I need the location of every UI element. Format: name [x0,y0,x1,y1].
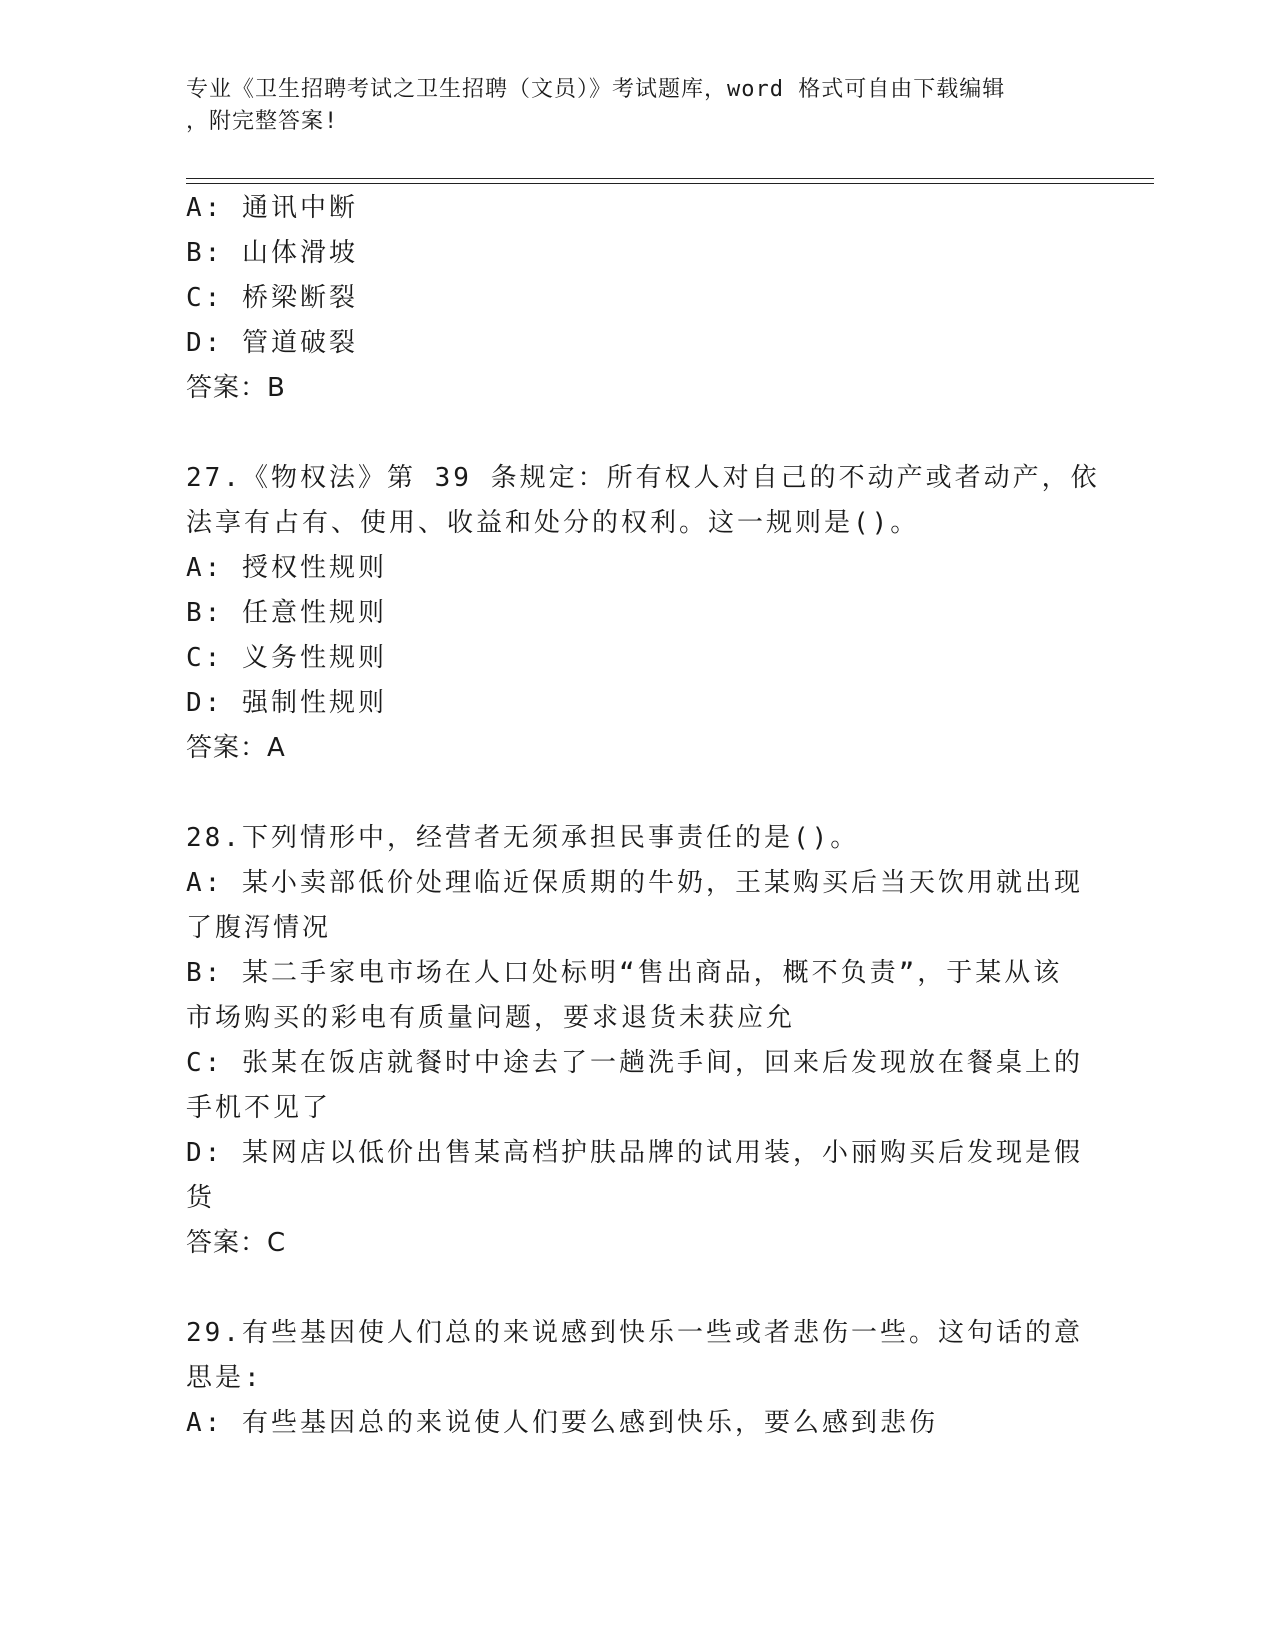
q28-option-b-line-1: B: 某二手家电市场在人口处标明“售出商品，概不负责”，于某从该 [186,958,1063,988]
q26-option-a: A: 通讯中断 [186,193,358,223]
q28-option-c-line-1: C: 张某在饭店就餐时中途去了一趟洗手间，回来后发现放在餐桌上的 [186,1048,1083,1078]
header-line-1: 专业《卫生招聘考试之卫生招聘（文员）》考试题库，word 格式可自由下载编辑 [186,77,1006,102]
q28-option-a-line-2: 了腹泻情况 [186,913,332,943]
q28-answer: 答案：C [186,1228,287,1258]
q26-option-d: D: 管道破裂 [186,328,358,358]
q28-option-d-line-1: D: 某网店以低价出售某高档护肤品牌的试用装，小丽购买后发现是假 [186,1138,1083,1168]
header-divider-top [186,178,1154,179]
q27-option-a: A: 授权性规则 [186,553,387,583]
q26-option-b: B: 山体滑坡 [186,238,358,268]
q27-option-d: D: 强制性规则 [186,688,387,718]
q29-option-a: A: 有些基因总的来说使人们要么感到快乐，要么感到悲伤 [186,1408,938,1438]
header-line-2: ，附完整答案! [186,109,339,134]
q26-answer: 答案：B [186,373,286,403]
q29-stem-line-1: 29.有些基因使人们总的来说感到快乐一些或者悲伤一些。这句话的意 [186,1318,1083,1348]
q28-stem: 28.下列情形中，经营者无须承担民事责任的是()。 [186,823,860,853]
q27-stem-line-1: 27.《物权法》第 39 条规定：所有权人对自己的不动产或者动产，依 [186,463,1100,493]
q27-option-b: B: 任意性规则 [186,598,387,628]
q28-option-c-line-2: 手机不见了 [186,1093,332,1123]
q27-option-c: C: 义务性规则 [186,643,387,673]
q28-option-a-line-1: A: 某小卖部低价处理临近保质期的牛奶，王某购买后当天饮用就出现 [186,868,1083,898]
q27-stem-line-2: 法享有占有、使用、收益和处分的权利。这一规则是()。 [186,508,920,538]
q27-answer: 答案：A [186,733,286,763]
document-header [186,74,1066,138]
q26-option-c: C: 桥梁断裂 [186,283,358,313]
header-divider-bottom [186,183,1154,184]
q28-option-b-line-2: 市场购买的彩电有质量问题，要求退货未获应允 [186,1003,796,1033]
q28-option-d-line-2: 货 [186,1183,216,1213]
q29-stem-line-2: 思是: [186,1363,263,1393]
